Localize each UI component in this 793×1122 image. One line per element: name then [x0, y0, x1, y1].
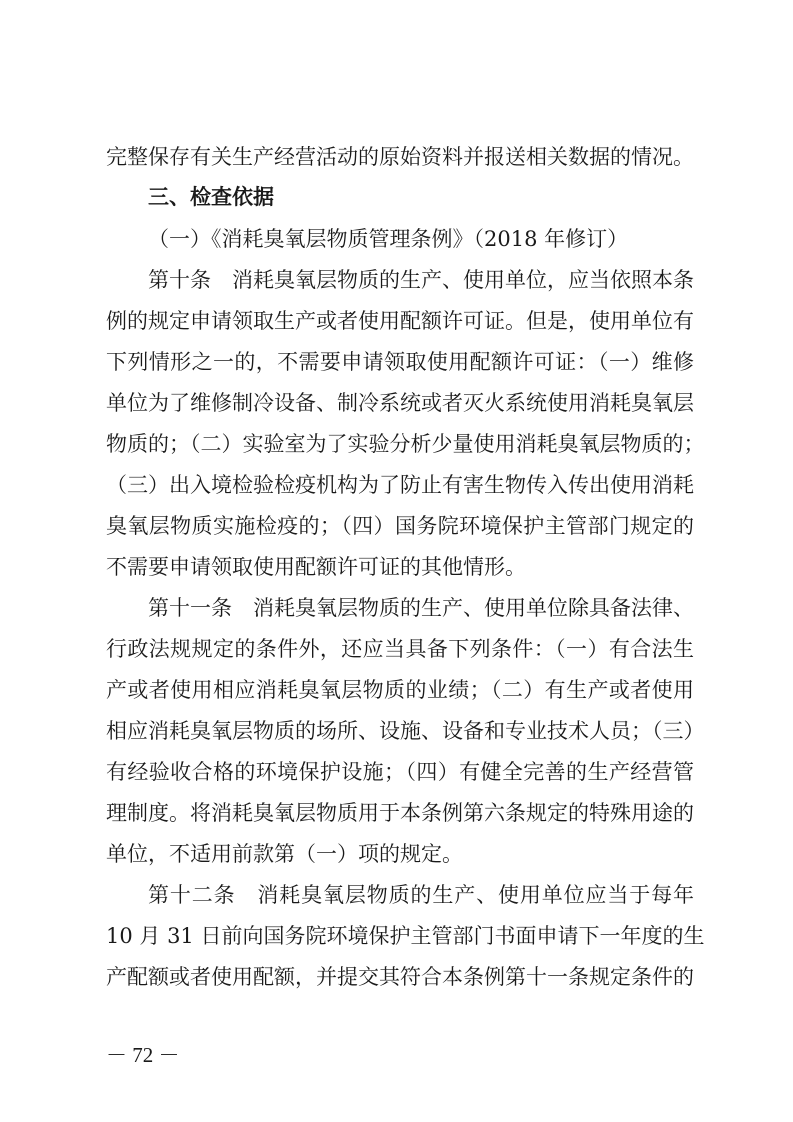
body-text-line: 理制度。将消耗臭氧层物质用于本条例第六条规定的特殊用途的 — [106, 801, 694, 825]
section-heading: 三、检查依据 — [148, 185, 274, 209]
body-text-line: 例的规定申请领取生产或者使用配额许可证。但是，使用单位有 — [106, 309, 694, 333]
body-text-line: 臭氧层物质实施检疫的；（四）国务院环境保护主管部门规定的 — [106, 514, 694, 538]
body-text-line: 产配额或者使用配额，并提交其符合本条例第十一条规定条件的 — [106, 965, 694, 989]
body-text-line: 不需要申请领取使用配额许可证的其他情形。 — [106, 555, 526, 579]
article-11-line: 第十一条 消耗臭氧层物质的生产、使用单位除具备法律、 — [148, 596, 694, 620]
article-12-line: 第十二条 消耗臭氧层物质的生产、使用单位应当于每年 — [148, 883, 694, 907]
body-text-line: 10 月 31 日前向国务院环境保护主管部门书面申请下一年度的生 — [106, 924, 705, 948]
subsection-heading: （一）《消耗臭氧层物质管理条例》（2018 年修订） — [148, 227, 629, 251]
body-text-line: 物质的；（二）实验室为了实验分析少量使用消耗臭氧层物质的； — [106, 432, 705, 456]
body-text-line: 下列情形之一的，不需要申请领取使用配额许可证：（一）维修 — [106, 350, 694, 374]
article-10-line: 第十条 消耗臭氧层物质的生产、使用单位，应当依照本条 — [148, 268, 694, 292]
body-text-line: （三）出入境检验检疫机构为了防止有害生物传入传出使用消耗 — [106, 473, 694, 497]
body-text-line: 有经验收合格的环境保护设施；（四）有健全完善的生产经营管 — [106, 760, 694, 784]
page-number: － 72 － — [106, 1043, 180, 1067]
body-text-line: 产或者使用相应消耗臭氧层物质的业绩；（二）有生产或者使用 — [106, 678, 694, 702]
body-text-line: 完整保存有关生产经营活动的原始资料并报送相关数据的情况。 — [106, 145, 694, 169]
body-text-line: 相应消耗臭氧层物质的场所、设施、设备和专业技术人员；（三） — [106, 719, 705, 743]
body-text-line: 行政法规规定的条件外，还应当具备下列条件：（一）有合法生 — [106, 637, 694, 661]
body-text-line: 单位为了维修制冷设备、制冷系统或者灭火系统使用消耗臭氧层 — [106, 391, 694, 415]
body-text-line: 单位，不适用前款第（一）项的规定。 — [106, 842, 463, 866]
